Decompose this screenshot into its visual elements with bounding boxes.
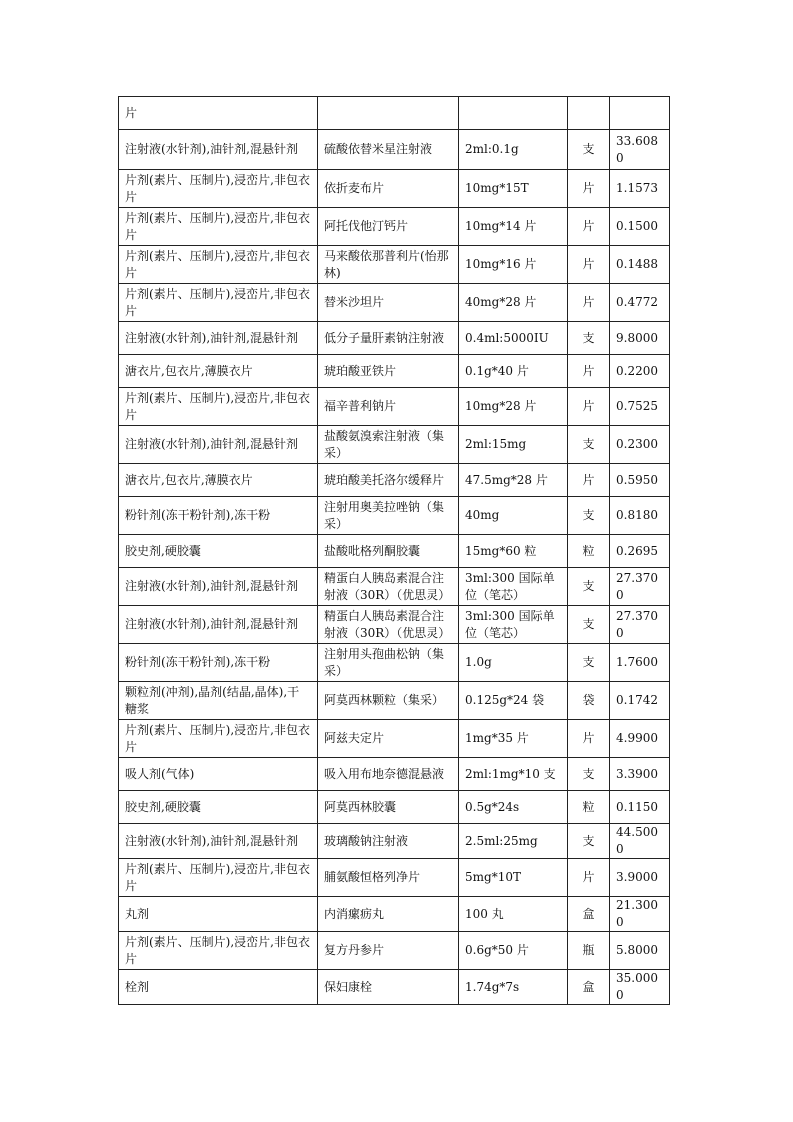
unit-cell: 片: [568, 859, 610, 897]
price-cell: 33.6080: [610, 130, 670, 170]
drug-name-cell: 福辛普利钠片: [318, 388, 459, 426]
spec-cell: 3ml:300 国际单位（笔芯）: [459, 606, 568, 644]
dosage-form-cell: 片剂(素片、压制片),浸峦片,非包衣片: [119, 932, 318, 970]
unit-cell: 支: [568, 606, 610, 644]
table-row: [119, 932, 670, 970]
dosage-form-cell: 栓剂: [119, 970, 318, 1005]
spec-cell: 0.6g*50 片: [459, 932, 568, 970]
dosage-form-cell: 粉针剂(冻干粉针剂),冻干粉: [119, 644, 318, 682]
table-row: [119, 824, 670, 859]
price-cell: 27.3700: [610, 568, 670, 606]
drug-name-cell: 注射用头孢曲松钠（集采）: [318, 644, 459, 682]
drug-name-cell: 内消瘰疬丸: [318, 897, 459, 932]
dosage-form-cell: 注射液(水针剂),油针剂,混悬针剂: [119, 824, 318, 859]
drug-name-cell: 低分子量肝素钠注射液: [318, 322, 459, 355]
dosage-form-cell: 注射液(水针剂),油针剂,混悬针剂: [119, 568, 318, 606]
unit-cell: [568, 97, 610, 130]
price-cell: 35.0000: [610, 970, 670, 1005]
spec-cell: 1.0g: [459, 644, 568, 682]
table-row: [119, 791, 670, 824]
drug-name-cell: 复方丹参片: [318, 932, 459, 970]
unit-cell: 片: [568, 388, 610, 426]
dosage-form-cell: 片剂(素片、压制片),浸峦片,非包衣片: [119, 284, 318, 322]
spec-cell: 0.4ml:5000IU: [459, 322, 568, 355]
dosage-form-cell: 溏衣片,包衣片,薄膜衣片: [119, 355, 318, 388]
dosage-form-cell: 片剂(素片、压制片),浸峦片,非包衣片: [119, 388, 318, 426]
unit-cell: 盒: [568, 897, 610, 932]
unit-cell: 瓶: [568, 932, 610, 970]
table-row: [119, 682, 670, 720]
price-cell: 1.7600: [610, 644, 670, 682]
price-cell: 0.2200: [610, 355, 670, 388]
price-cell: 9.8000: [610, 322, 670, 355]
table-row: [119, 388, 670, 426]
table-row: [119, 284, 670, 322]
table-row: [119, 897, 670, 932]
drug-name-cell: 保妇康栓: [318, 970, 459, 1005]
unit-cell: 袋: [568, 682, 610, 720]
table-row: [119, 497, 670, 535]
dosage-form-cell: 颗粒剂(冲剂),晶剂(结晶,晶体),干糖浆: [119, 682, 318, 720]
table-row: [119, 606, 670, 644]
unit-cell: 粒: [568, 535, 610, 568]
price-cell: 5.8000: [610, 932, 670, 970]
price-cell: 4.9900: [610, 720, 670, 758]
unit-cell: 支: [568, 758, 610, 791]
price-cell: 3.9000: [610, 859, 670, 897]
dosage-form-cell: 片剂(素片、压制片),浸峦片,非包衣片: [119, 170, 318, 208]
drug-name-cell: 阿莫西林颗粒（集采）: [318, 682, 459, 720]
price-cell: 27.3700: [610, 606, 670, 644]
spec-cell: 15mg*60 粒: [459, 535, 568, 568]
drug-price-table-body: [119, 97, 670, 1005]
dosage-form-cell: 片剂(素片、压制片),浸峦片,非包衣片: [119, 859, 318, 897]
spec-cell: 0.5g*24s: [459, 791, 568, 824]
drug-name-cell: 马来酸依那普利片(怡那林): [318, 246, 459, 284]
table-row: [119, 720, 670, 758]
drug-name-cell: 脯氨酸恒格列净片: [318, 859, 459, 897]
unit-cell: 粒: [568, 791, 610, 824]
unit-cell: 片: [568, 284, 610, 322]
spec-cell: 10mg*14 片: [459, 208, 568, 246]
table-row: [119, 130, 670, 170]
table-row: [119, 208, 670, 246]
unit-cell: 盒: [568, 970, 610, 1005]
spec-cell: 2ml:0.1g: [459, 130, 568, 170]
price-cell: [610, 97, 670, 130]
dosage-form-cell: 片剂(素片、压制片),浸峦片,非包衣片: [119, 246, 318, 284]
price-cell: 1.1573: [610, 170, 670, 208]
unit-cell: 支: [568, 824, 610, 859]
spec-cell: 40mg*28 片: [459, 284, 568, 322]
table-row: [119, 426, 670, 464]
table-row: [119, 535, 670, 568]
drug-name-cell: 琥珀酸美托洛尔缓释片: [318, 464, 459, 497]
dosage-form-cell: 片剂(素片、压制片),浸峦片,非包衣片: [119, 720, 318, 758]
dosage-form-cell: 溏衣片,包衣片,薄膜衣片: [119, 464, 318, 497]
table-row: [119, 644, 670, 682]
unit-cell: 支: [568, 130, 610, 170]
drug-name-cell: 注射用奥美拉唑钠（集采）: [318, 497, 459, 535]
unit-cell: 片: [568, 170, 610, 208]
unit-cell: 支: [568, 497, 610, 535]
table-row: [119, 859, 670, 897]
price-cell: 0.5950: [610, 464, 670, 497]
drug-name-cell: 阿莫西林胶囊: [318, 791, 459, 824]
drug-name-cell: 阿兹夫定片: [318, 720, 459, 758]
table-row: [119, 355, 670, 388]
price-cell: 0.4772: [610, 284, 670, 322]
price-cell: 0.2695: [610, 535, 670, 568]
spec-cell: 47.5mg*28 片: [459, 464, 568, 497]
drug-name-cell: [318, 97, 459, 130]
table-row: [119, 97, 670, 130]
price-cell: 3.3900: [610, 758, 670, 791]
dosage-form-cell: 注射液(水针剂),油针剂,混悬针剂: [119, 130, 318, 170]
drug-name-cell: 吸入用布地奈德混悬液: [318, 758, 459, 791]
table-row: [119, 322, 670, 355]
drug-name-cell: 依折麦布片: [318, 170, 459, 208]
dosage-form-cell: 丸剂: [119, 897, 318, 932]
unit-cell: 片: [568, 464, 610, 497]
price-cell: 0.1500: [610, 208, 670, 246]
spec-cell: 2ml:15mg: [459, 426, 568, 464]
table-row: [119, 568, 670, 606]
price-cell: 0.1742: [610, 682, 670, 720]
spec-cell: 100 丸: [459, 897, 568, 932]
dosage-form-cell: 注射液(水针剂),油针剂,混悬针剂: [119, 426, 318, 464]
dosage-form-cell: 胶史剂,硬胶囊: [119, 791, 318, 824]
price-cell: 0.7525: [610, 388, 670, 426]
unit-cell: 片: [568, 355, 610, 388]
spec-cell: 0.1g*40 片: [459, 355, 568, 388]
price-cell: 0.2300: [610, 426, 670, 464]
table-row: [119, 170, 670, 208]
unit-cell: 片: [568, 246, 610, 284]
dosage-form-cell: 片: [119, 97, 318, 130]
dosage-form-cell: 胶史剂,硬胶囊: [119, 535, 318, 568]
drug-name-cell: 盐酸吡格列酮胶囊: [318, 535, 459, 568]
unit-cell: 支: [568, 426, 610, 464]
dosage-form-cell: 片剂(素片、压制片),浸峦片,非包衣片: [119, 208, 318, 246]
table-row: [119, 758, 670, 791]
price-cell: 0.1488: [610, 246, 670, 284]
unit-cell: 支: [568, 322, 610, 355]
spec-cell: 2ml:1mg*10 支: [459, 758, 568, 791]
spec-cell: 5mg*10T: [459, 859, 568, 897]
unit-cell: 支: [568, 644, 610, 682]
unit-cell: 片: [568, 208, 610, 246]
spec-cell: 3ml:300 国际单位（笔芯）: [459, 568, 568, 606]
drug-name-cell: 精蛋白人胰岛素混合注射液（30R）（优思灵）: [318, 606, 459, 644]
price-cell: 44.5000: [610, 824, 670, 859]
dosage-form-cell: 吸人剂(气体): [119, 758, 318, 791]
spec-cell: 10mg*28 片: [459, 388, 568, 426]
drug-name-cell: 琥珀酸亚铁片: [318, 355, 459, 388]
price-cell: 0.1150: [610, 791, 670, 824]
spec-cell: 0.125g*24 袋: [459, 682, 568, 720]
drug-name-cell: 阿托伐他汀钙片: [318, 208, 459, 246]
spec-cell: 10mg*16 片: [459, 246, 568, 284]
spec-cell: 40mg: [459, 497, 568, 535]
table-row: [119, 246, 670, 284]
spec-cell: 1mg*35 片: [459, 720, 568, 758]
drug-name-cell: 玻璃酸钠注射液: [318, 824, 459, 859]
unit-cell: 支: [568, 568, 610, 606]
drug-name-cell: 精蛋白人胰岛素混合注射液（30R）（优思灵）: [318, 568, 459, 606]
dosage-form-cell: 注射液(水针剂),油针剂,混悬针剂: [119, 606, 318, 644]
dosage-form-cell: 注射液(水针剂),油针剂,混悬针剂: [119, 322, 318, 355]
spec-cell: [459, 97, 568, 130]
unit-cell: 片: [568, 720, 610, 758]
drug-price-table: [118, 96, 670, 1005]
spec-cell: 1.74g*7s: [459, 970, 568, 1005]
spec-cell: 2.5ml:25mg: [459, 824, 568, 859]
drug-name-cell: 硫酸依替米星注射液: [318, 130, 459, 170]
drug-name-cell: 盐酸氨溴索注射液（集采）: [318, 426, 459, 464]
price-cell: 21.3000: [610, 897, 670, 932]
drug-name-cell: 替米沙坦片: [318, 284, 459, 322]
spec-cell: 10mg*15T: [459, 170, 568, 208]
table-row: [119, 464, 670, 497]
price-cell: 0.8180: [610, 497, 670, 535]
table-row: [119, 970, 670, 1005]
dosage-form-cell: 粉针剂(冻干粉针剂),冻干粉: [119, 497, 318, 535]
